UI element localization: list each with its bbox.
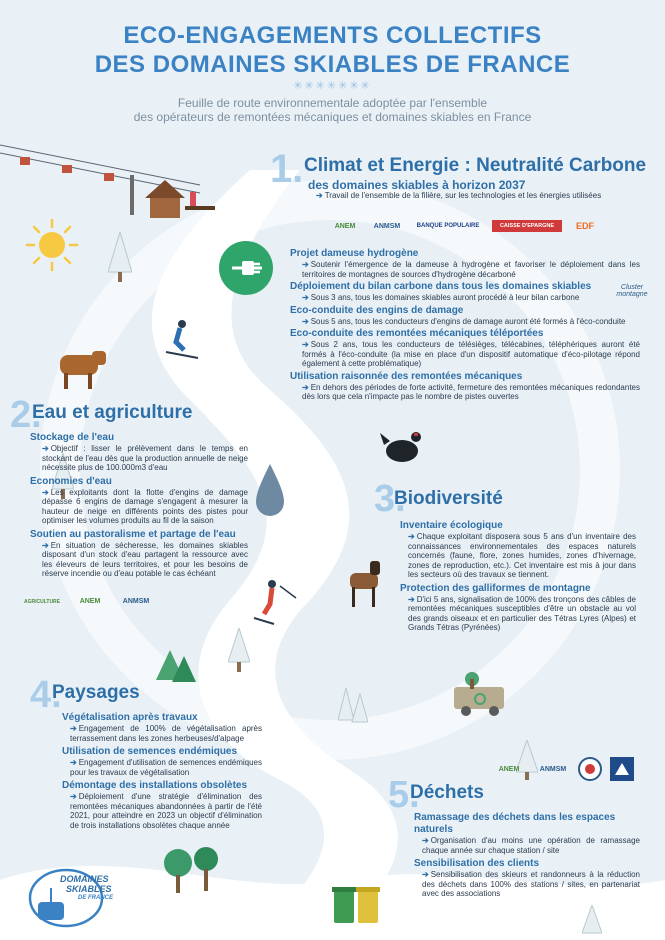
climat-item-heading: Déploiement du bilan carbone dans tous les domaines skiables	[290, 281, 592, 292]
dechets-item-body: ➔ Organisation d'au moins une opération de ramassage chaque année sur chaque station / site	[422, 836, 640, 855]
eau-item	[30, 432, 248, 473]
page-title-line2: DES DOMAINES SKIABLES DE FRANCE	[94, 51, 571, 78]
biodiversite-item-heading: Inventaire écologique	[400, 520, 503, 531]
section-number-eau: 2.	[10, 394, 42, 436]
partner-logos-climat	[328, 217, 628, 235]
paysages-item	[62, 712, 262, 743]
partner-logos-dechets	[490, 756, 650, 782]
section-intro-climat: ➔ Travail de l'ensemble de la filière, sur les technologies et les énergies utilisées	[316, 191, 602, 200]
green-trees-icon	[156, 650, 196, 685]
eau-item-body: ➔ En situation de sécheresse, les domaines skiables disposant d'un stock d'eau partagent la ressource avec les éleveurs de leurs territoires, et pour les besoins de réserve incendie ou d'eau potable le cas échéant	[42, 540, 248, 578]
climat-item-heading: Eco-conduite des remontées mécaniques téléportées	[290, 328, 544, 339]
chamois-illustration	[340, 555, 390, 610]
biodiversite-items	[400, 520, 636, 633]
section-title-biodiversite: Biodiversité	[394, 488, 503, 509]
page-title-line1: ECO-ENGAGEMENTS COLLECTIFS	[123, 22, 542, 49]
climat-items	[290, 248, 640, 402]
section-number-biodiversite: 3.	[374, 478, 406, 520]
climat-item	[290, 305, 640, 327]
climat-item-heading: Utilisation raisonnée des remontées mécaniques	[290, 370, 523, 382]
chalet-illustration	[140, 178, 220, 223]
eau-item	[30, 476, 248, 526]
section-number-paysages: 4.	[30, 674, 62, 716]
water-drop-icon	[254, 462, 286, 518]
eau-item-body: ➔ Les exploitants dont la flotte d'engins de damage dépasse 6 engins de damage s'engagent à mesurer la hauteur de neige en différents points des pistes pour optimiser les volumes produits au fil de la saison	[42, 487, 248, 525]
section-title-paysages: Paysages	[52, 682, 140, 703]
logo-cluster-montagne: Cluster montagne	[616, 284, 648, 298]
paysages-item-heading: Utilisation de semences endémiques	[62, 746, 238, 757]
dechets-item	[414, 812, 640, 855]
dechets-items	[414, 812, 640, 899]
eau-item	[30, 529, 248, 579]
eau-item-body: ➔ Objectif : lisser le prélèvement dans le temps en stockant de l'eau dès que la production annuelle de neige nécessite plus de 100.000m3 d'eau	[42, 444, 248, 472]
section-title-climat: Climat et Energie : Neutralité Carbone	[304, 155, 647, 176]
logo-text-line1: DOMAINES	[60, 874, 109, 884]
logo-anem: ANEM	[498, 765, 520, 773]
section-title-eau: Eau et agriculture	[32, 402, 193, 423]
climat-item-body: ➔ Sous 2 ans, tous les conducteurs de télésièges, télécabines, téléphériques auront été formés à l'éco-conduite (la mise en place d'un dispositif automatique d'éco-pilotage répond également à cette problématique)	[302, 340, 640, 368]
skier-illustration	[162, 318, 202, 360]
grouse-bird-illustration	[380, 425, 430, 470]
paysages-item-body: ➔ Déploiement d'une stratégie d'élimination des remontées mécaniques abandonnées à partir de l'été 2021, pour atteindre en 2023 un objectif d'élimination de trois installations obsolètes chaque année	[70, 792, 262, 830]
logo-text-line2: SKIABLES	[66, 884, 112, 894]
logo-agriculture: AGRICULTURE	[23, 598, 60, 605]
paysages-item-body: ➔ Engagement de 100% de végétalisation après terrassement dans les zones herbeuses/d'alpage	[70, 724, 262, 743]
section-number-climat: 1.	[270, 147, 304, 191]
dechets-item-heading: Sensibilisation des clients	[414, 858, 540, 869]
paysages-item	[62, 746, 262, 777]
logo-anem: ANEM	[79, 598, 101, 605]
tree-icon	[582, 905, 602, 939]
partner-logos-eau	[22, 598, 162, 605]
logo-anmsm: ANMSM	[539, 765, 567, 773]
climat-item-heading: Projet dameuse hydrogène	[290, 248, 419, 259]
subtitle-line1: Feuille de route environnementale adoptée par l'ensemble	[177, 96, 488, 110]
biodiversite-item	[400, 583, 636, 633]
logo-anmsm: ANMSM	[122, 598, 150, 605]
biodiversite-item-body: ➔ Chaque exploitant disposera sous 5 ans d'un inventaire des connaissances environnementales des espaces naturels concernés (faune, flore, zones humides, zones d'hivernage, zones de reproduction, etc.). Cet inventaire est mis à jour dans les secteurs où des travaux se tiennent.	[408, 532, 636, 579]
logo-banque-populaire: BANQUE POPULAIRE	[416, 223, 480, 229]
domaines-skiables-logo	[26, 858, 136, 930]
logo-anem: ANEM	[334, 222, 356, 230]
eau-item-heading: Economies d'eau	[30, 475, 112, 487]
logo-text-line3: DE FRANCE	[78, 895, 114, 901]
logo-caisse-epargne: CAISSE D'EPARGNE	[492, 220, 562, 232]
sun-icon	[25, 218, 80, 273]
recycling-bins-illustration	[330, 885, 382, 925]
eau-items	[30, 432, 248, 579]
paysages-item-heading: Démontage des installations obsolètes	[62, 780, 248, 791]
mountain-rider-logo-icon	[610, 757, 634, 781]
green-trees-icon	[160, 845, 230, 895]
decorative-stars: ✳✳✳✳✳✳✳	[293, 80, 372, 92]
paysages-item	[62, 780, 262, 830]
skier-illustration	[250, 578, 298, 626]
climat-item-heading: Eco-conduite des engins de damage	[290, 304, 464, 316]
section-number-dechets: 5.	[388, 774, 420, 816]
logo-anmsm: ANMSM	[373, 222, 401, 230]
biodiversite-item-body: ➔ D'ici 5 ans, signalisation de 100% des tronçons des câbles de remontées mécaniques susceptibles d'être un obstacle au vol des grands oiseaux et en particulier des Tétras Lyres (Alpes) et Grands Tétras (Pyrénées)	[408, 594, 636, 632]
subtitle-line2: des opérateurs de remontées mécaniques et domaines skiables en France	[133, 110, 532, 124]
dechets-item-body: ➔ Sensibilisation des skieurs et randonneurs à la réduction des déchets dans 100% des stations / sites, en partenariat avec des associations	[422, 870, 640, 898]
section-title-dechets: Déchets	[410, 782, 484, 803]
paysages-item-heading: Végétalisation après travaux	[62, 712, 198, 723]
biodiversite-item	[400, 520, 636, 580]
dechets-item	[414, 858, 640, 899]
paysages-item-body: ➔ Engagement d'utilisation de semences endémiques pour les travaux de végétalisation	[70, 758, 262, 777]
climat-item-body: ➔ Soutenir l'émergence de la dameuse à hydrogène et favoriser le déploiement dans les territoires de montagnes de sources d'hydrogène décarboné	[302, 260, 640, 279]
electric-plug-icon	[218, 240, 274, 296]
biodiversite-item-heading: Protection des galliformes de montagne	[400, 582, 591, 594]
climat-item-body: ➔ Sous 5 ans, tous les conducteurs d'engins de damage auront été formés à l'éco-conduite	[302, 316, 626, 326]
section-subtitle-climat: des domaines skiables à horizon 2037	[308, 178, 526, 192]
paysages-items	[62, 712, 262, 830]
gondola-icon	[26, 858, 136, 930]
climat-item	[290, 371, 640, 402]
logo-edf: EDF	[576, 221, 594, 231]
recycling-truck-illustration	[450, 665, 510, 720]
eau-item-heading: Soutien au pastoralisme et partage de l'eau	[30, 528, 236, 540]
climat-item-body: ➔ En dehors des périodes de forte activité, fermeture des remontées mécaniques redondantes dès lors que cela n'impacte pas le nombre de pistes ouvertes	[302, 382, 640, 401]
climat-item	[290, 248, 640, 279]
climat-item-body: ➔ Sous 3 ans, tous les domaines skiables auront procédé à leur bilan carbone	[302, 293, 580, 302]
climat-item	[290, 328, 640, 369]
dechets-item-heading: Ramassage des déchets dans les espaces naturels	[414, 812, 616, 835]
tree-icon	[338, 688, 368, 728]
eau-item-heading: Stockage de l'eau	[30, 432, 115, 443]
tree-icon	[228, 628, 250, 672]
climat-item	[290, 281, 640, 303]
association-logo-icon	[578, 757, 602, 781]
cow-illustration	[52, 347, 110, 392]
tree-icon	[108, 232, 132, 282]
